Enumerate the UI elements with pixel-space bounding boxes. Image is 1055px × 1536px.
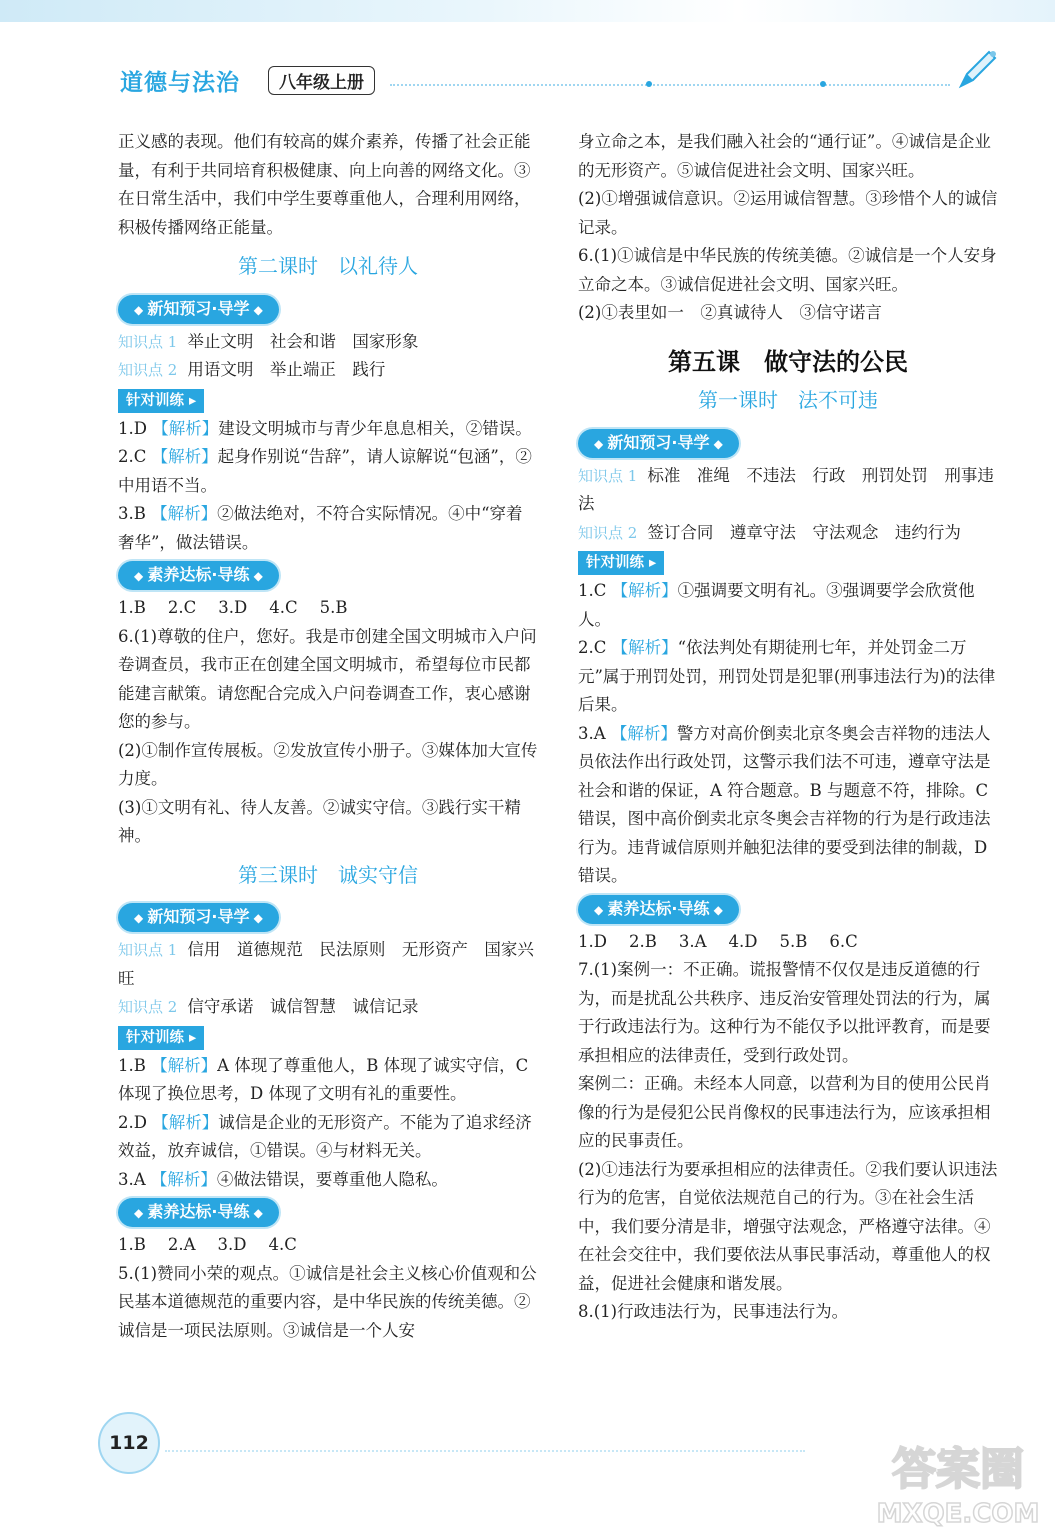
knowledge-point-2: 知识点 2 签订合同 遵章守法 守法观念 违约行为 [578, 522, 961, 542]
svg-text:MXQE.COM: MXQE.COM [876, 1499, 1040, 1529]
answer-item: 1.B 【解析】A 体现了尊重他人，B 体现了诚实守信，C 体现了换位思考，D 体现了文明有礼的重要性。 [118, 1055, 529, 1103]
knowledge-point-1: 知识点 1 举止文明 社会和谐 国家形象 [118, 331, 419, 351]
answer-item: (2)①增强诚信意识。②运用诚信智慧。③珍惜个人的诚信记录。 [578, 189, 998, 237]
grade-label: 八年级上册 [268, 66, 375, 95]
section-title-lesson1: 第一课时 法不可违 [698, 388, 878, 412]
header-divider [390, 84, 950, 86]
page-number: 112 [98, 1412, 160, 1474]
tag-targeted-training: 针对训练 ▸ [578, 551, 664, 575]
tag-targeted-training: 针对训练 ▸ [118, 389, 204, 413]
answer-item: 8.(1)行政违法行为，民事违法行为。 [578, 1302, 849, 1321]
badge-practice: ◆ 素养达标·导练 ◆ [578, 895, 739, 924]
answer-item: 1.D 【解析】建设文明城市与青少年息息相关，②错误。 [118, 418, 532, 438]
header-dot [820, 81, 826, 87]
intro-text: 正义感的表现。他们有较高的媒介素养，传播了社会正能量，有利于共同培育积极健康、向上向善的网络文化。③在日常生活中，我们中学生要尊重他人，合理利用网络，积极传播网络正能量。 [118, 132, 531, 237]
badge-preview: ◆ 新知预习·导学 ◆ [118, 903, 279, 932]
answer-item: 1.C 【解析】①强调要文明有礼。③强调要学会欣赏他人。 [578, 581, 975, 629]
right-column [578, 128, 998, 1327]
footer-divider [165, 1450, 805, 1452]
knowledge-point-1: 知识点 1 标准 准绳 不违法 行政 刑罚处罚 刑事违法 [578, 465, 994, 513]
answer-item: (3)①文明有礼、待人友善。②诚实守信。③践行实干精神。 [118, 797, 521, 845]
answer-item: (2)①违法行为要承担相应的法律责任。②我们要认识违法行为的危害，自觉依法规范自己的行为。③在社会生活中，我们要分清是非，增强守法观念，严格遵守法律。④在社会交往中，我们要依法从事民事活动，尊重他人的权益，促进社会健康和谐发展。 [578, 1159, 998, 1293]
multiple-choice-answers: 1.B 2.C 3.D 4.C 5.B [118, 598, 348, 617]
continued-text: 身立命之本，是我们融入社会的“通行证”。④诚信是企业的无形资产。⑤诚信促进社会文明、国家兴旺。 [578, 132, 991, 180]
answer-item: (2)①制作宣传展板。②发放宣传小册子。③媒体加大宣传力度。 [118, 740, 538, 788]
tag-targeted-training: 针对训练 ▸ [118, 1026, 204, 1050]
answer-item: 2.D 【解析】诚信是企业的无形资产。不能为了追求经济效益，放弃诚信，①错误。④与材料无关。 [118, 1112, 532, 1160]
knowledge-point-2: 知识点 2 用语文明 举止端正 践行 [118, 360, 386, 379]
pen-icon [955, 46, 1001, 92]
answer-item: 案例二：正确。未经本人同意，以营利为目的使用公民肖像的行为是侵犯公民肖像权的民事违法行为，应该承担相应的民事责任。 [578, 1074, 991, 1150]
answer-item: 2.C 【解析】起身作别说“告辞”，请人谅解说“包涵”，②中用语不当。 [118, 447, 532, 495]
multiple-choice-answers: 1.D 2.B 3.A 4.D 5.B 6.C [578, 931, 858, 951]
section-title-lesson3: 第三课时 诚实守信 [238, 862, 418, 887]
multiple-choice-answers: 1.B 2.A 3.D 4.C [118, 1235, 297, 1254]
knowledge-point-2: 知识点 2 信守承诺 诚信智慧 诚信记录 [118, 997, 419, 1016]
top-band [0, 0, 1055, 22]
left-column [118, 128, 538, 1345]
watermark-logo [868, 1432, 1048, 1532]
answer-item: 5.(1)赞同小荣的观点。①诚信是社会主义核心价值观和公民基本道德规范的重要内容，是中华民族的传统美德。②诚信是一项民法原则。③诚信是一个人安 [118, 1263, 537, 1340]
answer-item: 2.C 【解析】“依法判处有期徒刑七年，并处罚金二万元”属于刑罚处罚，刑罚处罚是犯罪(刑事违法行为)的法律后果。 [578, 638, 996, 714]
section-title-lesson2: 第二课时 以礼待人 [238, 254, 418, 278]
knowledge-point-1: 知识点 1 信用 道德规范 民法原则 无形资产 国家兴旺 [118, 940, 534, 988]
badge-practice: ◆ 素养达标·导练 ◆ [118, 561, 279, 590]
answer-item: 7.(1)案例一：不正确。谎报警情不仅仅是违反道德的行为，而是扰乱公共秩序、违反治安管理处罚法的行为，属于行政违法行为。这种行为不能仅予以批评教育，而是要承担相应的法律责任，受到行政处罚。 [578, 960, 991, 1065]
header-dot [646, 81, 652, 87]
badge-practice: ◆ 素养达标·导练 ◆ [118, 1198, 279, 1227]
answer-item: 6.(1)①诚信是中华民族的传统美德。②诚信是一个人安身立命之本。③诚信促进社会文明、国家兴旺。 [578, 246, 997, 294]
badge-preview: ◆ 新知预习·导学 ◆ [578, 429, 739, 458]
answer-item: 3.B 【解析】②做法绝对，不符合实际情况。④中“穿着奢华”，做法错误。 [118, 504, 523, 552]
lesson-title: 第五课 做守法的公民 [668, 346, 908, 376]
badge-preview: ◆ 新知预习·导学 ◆ [118, 295, 279, 324]
answer-item: (2)①表里如一 ②真诚待人 ③信守诺言 [578, 303, 882, 322]
answer-item: 3.A 【解析】④做法错误，要尊重他人隐私。 [118, 1169, 448, 1189]
answer-item: 3.A 【解析】警方对高价倒卖北京冬奥会吉祥物的违法人员依法作出行政处罚，这警示我们法不可违，遵章守法是社会和谐的保证，A 符合题意。B 与题意不符，排除。C 错误，图中高价倒卖北京冬奥会吉祥物的行为是行政违法行为。违背诚信原则并触犯法律的要受到法律的制裁，D 错误。 [578, 723, 991, 885]
svg-text:答案圈: 答案圈 [892, 1444, 1024, 1495]
subject-title: 道德与法治 [120, 70, 240, 96]
answer-item: 6.(1)尊敬的住户，您好。我是市创建全国文明城市入户问卷调查员，我市正在创建全国文明城市，希望每位市民都能建言献策。请您配合完成入户问卷调查工作，衷心感谢您的参与。 [118, 626, 537, 731]
